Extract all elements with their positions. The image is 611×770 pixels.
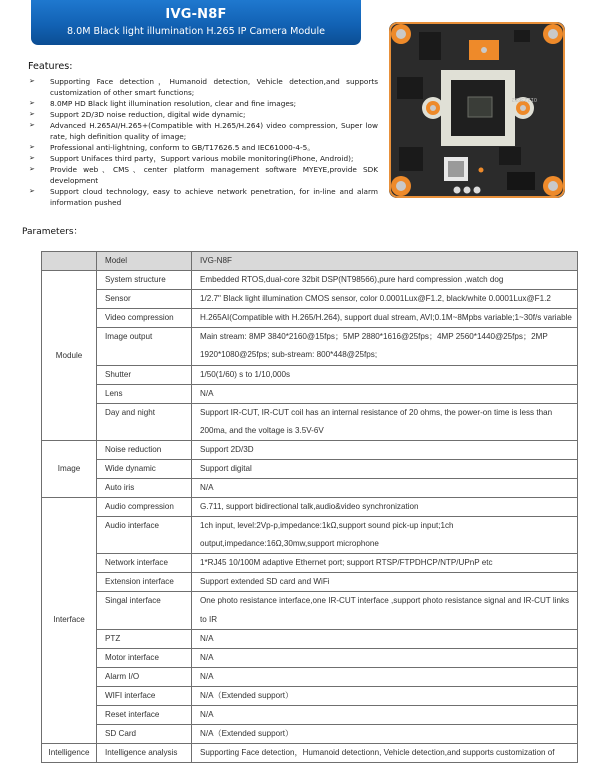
table-row bbox=[42, 498, 578, 517]
product-subtitle: 8.0M Black light illumination H.265 IP Camera Module bbox=[66, 26, 326, 37]
arrow-bullet-icon: ➢ bbox=[29, 154, 35, 162]
param-value: G.711, support bidirectional talk,audio&video synchronization bbox=[192, 498, 578, 517]
table-row bbox=[42, 648, 578, 667]
param-name: Audio interface bbox=[97, 517, 192, 554]
table-row bbox=[42, 328, 578, 365]
param-name: Noise reduction bbox=[97, 441, 192, 460]
group-label-image: Image bbox=[42, 441, 97, 498]
table-header-row bbox=[42, 252, 578, 271]
param-value: N/A bbox=[192, 648, 578, 667]
param-name: Audio compression bbox=[97, 498, 192, 517]
param-name: Video compression bbox=[97, 309, 192, 328]
param-value: N/A bbox=[192, 705, 578, 724]
arrow-bullet-icon: ➢ bbox=[29, 187, 35, 195]
param-name: Wide dynamic bbox=[97, 460, 192, 479]
param-value: H.265AI(Compatible with H.265/H.264), support dual stream, AVI;0.1M~8Mpbs variable;1~30f/s variable bbox=[192, 309, 578, 328]
feature-item: ➢ Professional anti-lightning, conform to GB/T17626.5 and IEC61000-4-5。 bbox=[29, 143, 315, 152]
param-value: Support IR-CUT, IR-CUT coil has an internal resistance of 20 ohms, the power-on time is less than 200ma, and the voltage is 3.5V-6V bbox=[192, 403, 578, 440]
camera-module-pcb-image bbox=[389, 22, 565, 198]
param-value: 1/2.7" Black light illumination CMOS sensor, color 0.0001Lux@F1.2, black/white 0.0001Lux@F1.2 bbox=[192, 290, 578, 309]
param-name: Sensor bbox=[97, 290, 192, 309]
arrow-bullet-icon: ➢ bbox=[29, 143, 35, 151]
features-list bbox=[28, 76, 378, 208]
param-value: Support extended SD card and WiFi bbox=[192, 573, 578, 592]
param-value: 1ch input, level:2Vp-p,impedance:1kΩ,support sound pick-up input;1ch output,impedance:16Ω,30mw,support microphone bbox=[192, 517, 578, 554]
product-model-title: IVG-N8F bbox=[165, 7, 227, 22]
param-name: WIFI interface bbox=[97, 686, 192, 705]
param-value: N/A（Extended support） bbox=[192, 686, 578, 705]
table-row bbox=[42, 743, 578, 762]
param-value: Support 2D/3D bbox=[192, 441, 578, 460]
feature-item: ➢ Advanced H.265AI/H.265+(Compatible with H.265/H.264) video compression, Super low rate, high definition quality of image; bbox=[29, 121, 378, 141]
param-value: N/A bbox=[192, 384, 578, 403]
feature-item: ➢ Support 2D/3D noise reduction, digital wide dynamic; bbox=[29, 110, 246, 119]
param-name: Image output bbox=[97, 328, 192, 365]
param-name: PTZ bbox=[97, 629, 192, 648]
feature-item: ➢ Support Unifaces third party，Support various mobile monitoring(iPhone, Android); bbox=[29, 154, 354, 163]
param-name: Reset interface bbox=[97, 705, 192, 724]
table-row bbox=[42, 384, 578, 403]
header-value-cell: IVG-N8F bbox=[192, 252, 578, 271]
header-group-cell bbox=[42, 252, 97, 271]
param-name: Extension interface bbox=[97, 573, 192, 592]
header-name-cell: Model bbox=[97, 252, 192, 271]
arrow-bullet-icon: ➢ bbox=[29, 77, 35, 85]
param-name: Network interface bbox=[97, 554, 192, 573]
table-row bbox=[42, 290, 578, 309]
feature-item: ➢ Support cloud technology, easy to achieve network penetration, for in-line and alarm information pushed bbox=[29, 187, 378, 207]
parameters-table bbox=[41, 251, 578, 763]
table-row bbox=[42, 573, 578, 592]
param-value: N/A（Extended support） bbox=[192, 724, 578, 743]
param-name: Day and night bbox=[97, 403, 192, 440]
param-value: N/A bbox=[192, 629, 578, 648]
table-row bbox=[42, 554, 578, 573]
svg-text:01223652: 01223652 bbox=[511, 96, 537, 102]
param-name: Intelligence analysis bbox=[97, 743, 192, 762]
table-row bbox=[42, 479, 578, 498]
param-value: Support digital bbox=[192, 460, 578, 479]
param-name: Singal interface bbox=[97, 592, 192, 629]
param-value: 1/50(1/60) s to 1/10,000s bbox=[192, 365, 578, 384]
table-row bbox=[42, 667, 578, 686]
table-row bbox=[42, 441, 578, 460]
param-value: Supporting Face detection，Humanoid detectionn, Vehicle detection,and supports customization of bbox=[192, 743, 578, 762]
param-name: SD Card bbox=[97, 724, 192, 743]
param-value: 1*RJ45 10/100M adaptive Ethernet port; support RTSP/FTPDHCP/NTP/UPnP etc bbox=[192, 554, 578, 573]
param-value: Main stream: 8MP 3840*2160@15fps；5MP 2880*1616@25fps；4MP 2560*1440@25fps；2MP 1920*1080@25fps; sub-stream: 800*448@25fps; bbox=[192, 328, 578, 365]
param-name: System structure bbox=[97, 271, 192, 290]
features-heading: Features: bbox=[28, 61, 73, 72]
table-row bbox=[42, 705, 578, 724]
param-value: One photo resistance interface,one IR-CUT interface ,support photo resistance signal and IR-CUT links to IR bbox=[192, 592, 578, 629]
table-row bbox=[42, 686, 578, 705]
param-value: Embedded RTOS,dual-core 32bit DSP(NT98566),pure hard compression ,watch dog bbox=[192, 271, 578, 290]
feature-item: ➢ 8.0MP HD Black light illumination resolution, clear and fine images; bbox=[29, 99, 297, 108]
group-label-module: Module bbox=[42, 271, 97, 441]
param-name: Auto iris bbox=[97, 479, 192, 498]
table-row bbox=[42, 365, 578, 384]
table-row bbox=[42, 592, 578, 629]
arrow-bullet-icon: ➢ bbox=[29, 121, 35, 129]
group-label-intelligence: Intelligence bbox=[42, 743, 97, 762]
table-row bbox=[42, 309, 578, 328]
group-label-interface: Interface bbox=[42, 498, 97, 744]
table-row bbox=[42, 271, 578, 290]
table-row bbox=[42, 724, 578, 743]
table-row bbox=[42, 403, 578, 440]
param-value: N/A bbox=[192, 667, 578, 686]
table-row bbox=[42, 460, 578, 479]
param-name: Motor interface bbox=[97, 648, 192, 667]
param-name: Shutter bbox=[97, 365, 192, 384]
arrow-bullet-icon: ➢ bbox=[29, 99, 35, 107]
parameters-heading: Parameters： bbox=[22, 227, 83, 237]
table-row bbox=[42, 517, 578, 554]
table-row bbox=[42, 629, 578, 648]
arrow-bullet-icon: ➢ bbox=[29, 165, 35, 173]
arrow-bullet-icon: ➢ bbox=[29, 110, 35, 118]
param-name: Lens bbox=[97, 384, 192, 403]
feature-item: ➢ Supporting Face detection，Humanoid detection, Vehicle detection,and supports customization of other smart functions; bbox=[29, 77, 378, 97]
param-name: Alarm I/O bbox=[97, 667, 192, 686]
title-banner bbox=[31, 0, 361, 45]
param-value: N/A bbox=[192, 479, 578, 498]
feature-item: ➢ Provide web、CMS、center platform management software MYEYE,provide SDK development bbox=[29, 165, 378, 185]
